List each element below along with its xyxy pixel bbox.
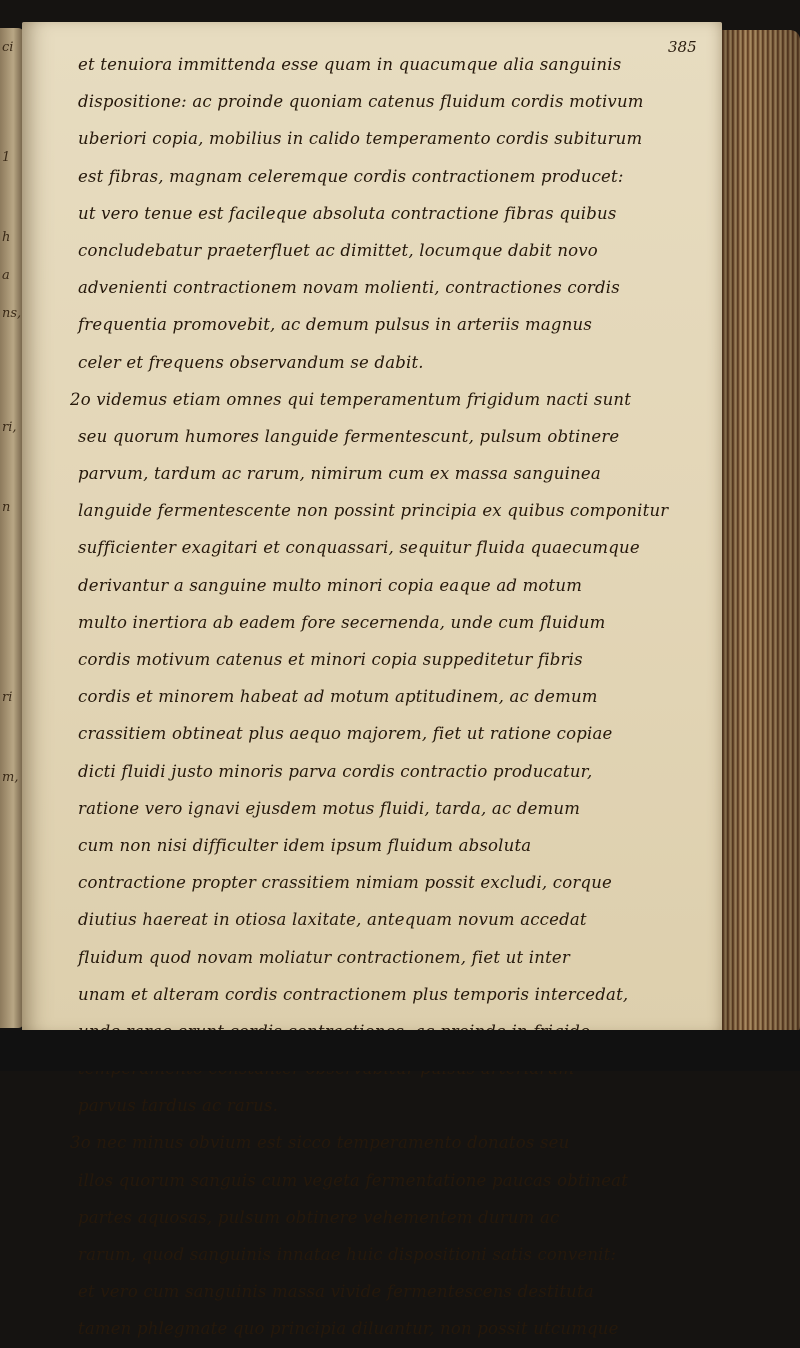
text-line: multo inertiora ab eadem fore secernenda, unde cum fluidum <box>78 612 606 632</box>
text-line: concludebatur praeterfluet ac dimittet, locumque dabit novo <box>78 240 598 260</box>
text-line: contractione propter crassitiem nimiam possit excludi, corque <box>78 873 612 893</box>
text-line: illos quorum sanguis cum vegeta fermentatione paucas obtineat <box>78 1170 629 1190</box>
paragraph-start-line: 3o nec minus obvium est sicco temperamento donatos seu <box>70 1133 570 1153</box>
manuscript-text <box>70 46 669 1348</box>
margin-fragment: ci <box>2 40 14 55</box>
text-line: cordis et minorem habeat ad motum aptitudinem, ac demum <box>78 687 598 707</box>
text-line: seu quorum humores languide fermentescunt, pulsum obtinere <box>78 426 620 446</box>
text-line: ut vero tenue est facileque absoluta contractione fibras quibus <box>78 203 617 223</box>
margin-fragment: a <box>2 268 10 283</box>
scan-background <box>0 1030 800 1071</box>
text-line: sufficienter exagitari et conquassari, sequitur fluida quaecumque <box>78 538 640 558</box>
text-line: languide fermentescente non possint principia ex quibus componitur <box>78 501 669 521</box>
previous-page-edge <box>0 28 24 1028</box>
text-line: parvum, tardum ac rarum, nimirum cum ex massa sanguinea <box>78 464 601 484</box>
text-line: uberiori copia, mobilius in calido temperamento cordis subiturum <box>78 129 643 149</box>
text-line: rarum, quod sanguinis innatae huic dispositioni satis convenit: <box>78 1245 617 1264</box>
text-line: et vero cum sanguinis massa vivide fermentescens destituta <box>78 1282 594 1302</box>
text-line: frequentia promovebit, ac demum pulsus in arteriis magnus <box>78 315 593 335</box>
text-line: celer et frequens observandum se dabit. <box>78 352 424 372</box>
text-line: dicti fluidi justo minoris parva cordis contractio producatur, <box>78 761 593 781</box>
text-line: dispositione: ac proinde quoniam catenus fluidum cordis motivum <box>78 92 644 112</box>
text-line: ratione vero ignavi ejusdem motus fluidi, tarda, ac demum <box>78 798 581 818</box>
text-line: advenienti contractionem novam molienti, contractiones cordis <box>78 278 620 298</box>
text-line: diutius haereat in otiosa laxitate, antequam novum accedat <box>78 910 587 930</box>
text-line: unam et alteram cordis contractionem plus temporis intercedat, <box>78 984 629 1004</box>
text-line: et tenuiora immittenda esse quam in quacumque alia sanguinis <box>78 55 622 74</box>
text-line: fluidum quod novam moliatur contractionem, fiet ut inter <box>78 947 570 967</box>
margin-fragment: ns, <box>2 306 22 321</box>
margin-fragment: ri <box>2 690 13 705</box>
margin-fragment: m, <box>2 770 19 785</box>
paragraph-start-line: 2o videmus etiam omnes qui temperamentum frigidum nacti sunt <box>70 389 632 409</box>
text-line: crassitiem obtineat plus aequo majorem, fiet ut ratione copiae <box>78 724 613 744</box>
fore-edge-shadow <box>712 30 800 1040</box>
text-line: cordis motivum catenus et minori copia suppeditetur fibris <box>78 650 583 669</box>
margin-fragment: ri, <box>2 420 17 435</box>
text-line: tamen phlegmate quo principia diluantur, non possit utcumque <box>78 1319 619 1339</box>
margin-fragment: h <box>2 230 11 245</box>
text-line: cum non nisi difficulter idem ipsum fluidum absoluta <box>78 835 532 855</box>
text-line: parvus tardus ac rarus. <box>78 1096 279 1116</box>
text-line: partes aquosas, pulsum obtinere vehementem durum ac <box>78 1207 560 1227</box>
text-line: derivantur a sanguine multo minori copia eaque ad motum <box>78 575 583 595</box>
text-line: est fibras, magnam celeremque cordis contractionem producet: <box>78 166 624 186</box>
margin-fragment: n <box>2 500 11 515</box>
margin-fragment: 1 <box>2 150 11 165</box>
folio-number: 385 <box>668 38 697 56</box>
